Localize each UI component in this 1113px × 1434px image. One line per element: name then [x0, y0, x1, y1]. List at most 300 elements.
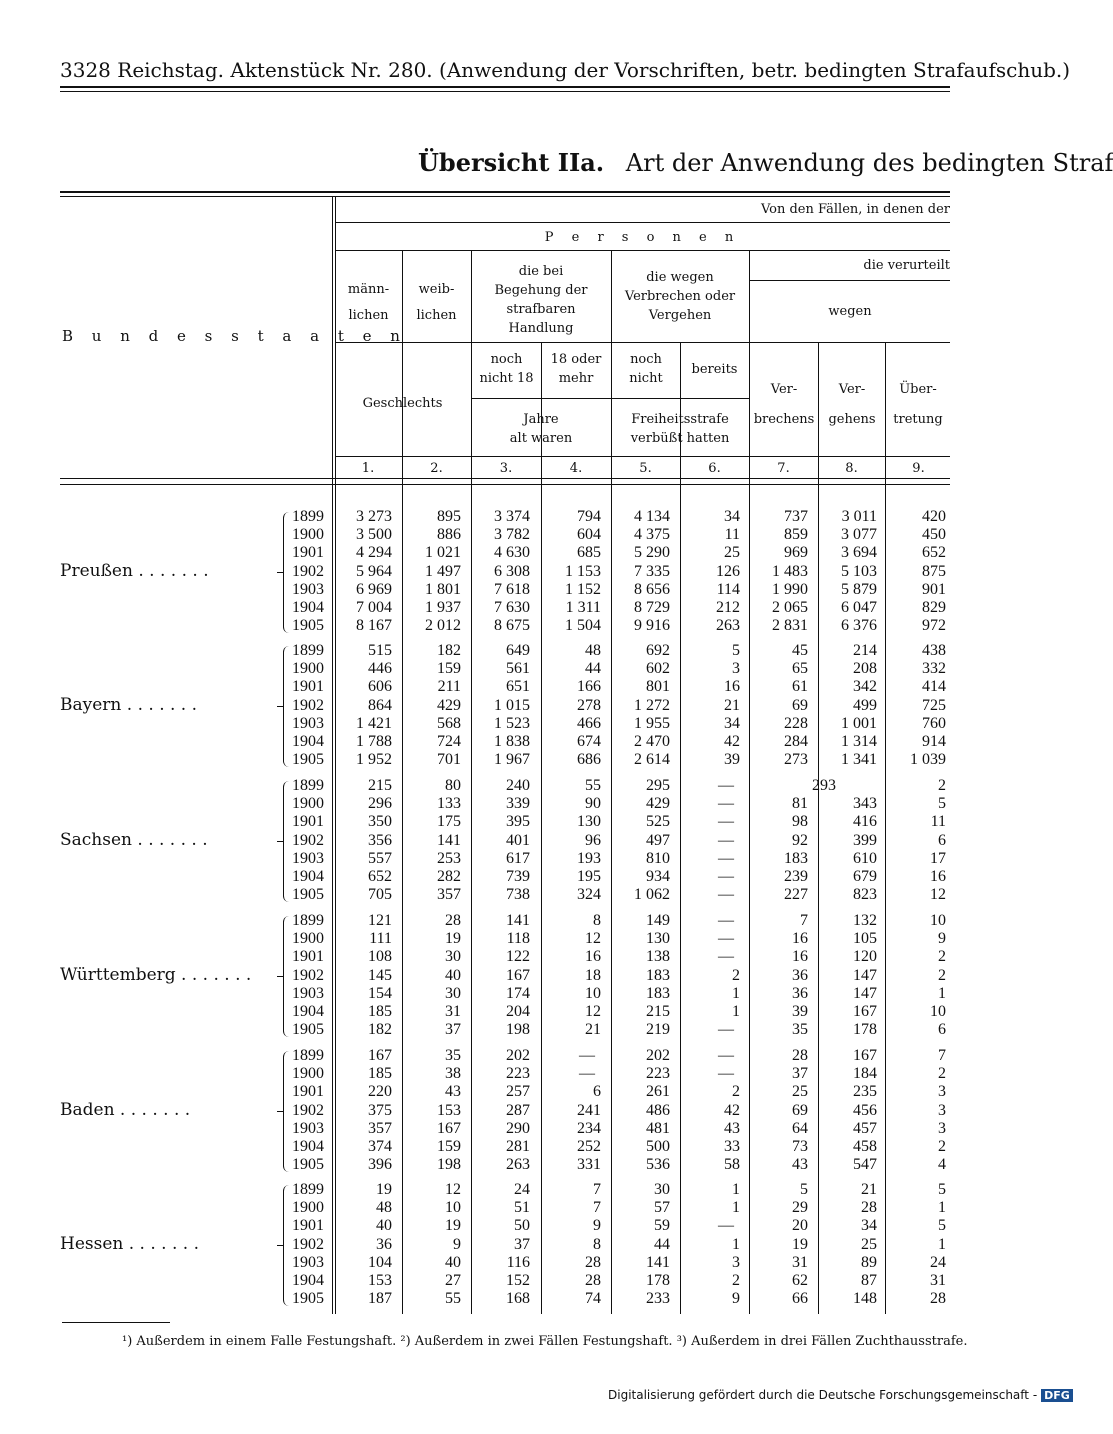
table-cell: 6 376: [841, 617, 877, 635]
table-cell: 1 314: [841, 733, 877, 750]
row-year: 1899: [292, 1047, 324, 1064]
table-cell: 3 782: [494, 526, 530, 544]
table-cell: 5 290: [634, 544, 670, 562]
table-cell: 290: [506, 1119, 530, 1137]
table-cell: 48: [376, 1199, 392, 1217]
table-cell: 141: [437, 831, 461, 849]
state-name: Bayern . . . . . . .: [60, 694, 198, 715]
table-cell: 133: [437, 795, 461, 813]
table-cell: 30: [445, 948, 461, 966]
header-wegen-verbrechen: die wegen Verbrechen oder Vergehen: [624, 270, 736, 323]
table-cell: 130: [577, 813, 601, 831]
table-cell: 6: [938, 1021, 946, 1039]
row-year: 1903: [292, 714, 324, 732]
table-cell: 16: [792, 930, 808, 948]
grid-hline: [749, 280, 950, 281]
table-cell: 5: [732, 642, 740, 659]
table-cell: 8 729: [634, 599, 670, 616]
table-cell: 18: [585, 966, 601, 984]
table-cell: 416: [853, 813, 877, 831]
table-cell: 33: [724, 1138, 740, 1155]
table-cell: 1 062: [634, 886, 670, 904]
table-cell: 148: [853, 1290, 877, 1308]
table-cell: 241: [577, 1101, 601, 1119]
table-cell: 652: [368, 868, 392, 885]
column-number: 2.: [430, 461, 443, 476]
table-cell: 153: [437, 1101, 461, 1119]
row-year: 1902: [292, 1101, 324, 1119]
row-year: 1901: [292, 1083, 324, 1101]
table-cell: 1 838: [494, 733, 530, 750]
row-year: 1903: [292, 1119, 324, 1137]
table-cell: 9: [732, 1290, 740, 1308]
table-cell: 705: [368, 886, 392, 904]
table-cell: —: [718, 795, 734, 813]
row-group-brace: [283, 646, 291, 767]
table-cell: 73: [792, 1138, 808, 1155]
table-cell: 126: [716, 562, 740, 580]
table-cell: 168: [506, 1290, 530, 1308]
table-cell: 147: [853, 966, 877, 984]
row-year: 1904: [292, 1138, 324, 1155]
table-cell: 138: [646, 948, 670, 966]
state-name: Sachsen . . . . . . .: [60, 829, 208, 850]
table-cell: 92: [792, 831, 808, 849]
table-cell: 895: [437, 508, 461, 525]
table-cell: 219: [646, 1021, 670, 1039]
table-cell: 497: [646, 831, 670, 849]
row-year: 1904: [292, 868, 324, 885]
table-cell: 278: [577, 696, 601, 714]
table-cell: 28: [930, 1290, 946, 1308]
row-year: 1902: [292, 966, 324, 984]
table-cell: 44: [585, 660, 601, 678]
table-cell: 557: [368, 849, 392, 867]
table-cell: 1 272: [634, 696, 670, 714]
table-cell: 324: [577, 886, 601, 904]
table-cell: 6 047: [841, 599, 877, 616]
table-cell: 21: [861, 1181, 877, 1198]
table-cell: 66: [792, 1290, 808, 1308]
table-cell: 685: [577, 544, 601, 562]
table-cell: 261: [646, 1083, 670, 1101]
table-cell: 5: [938, 1217, 946, 1235]
table-cell: 198: [506, 1021, 530, 1039]
table-cell: 29: [792, 1199, 808, 1217]
table-cell: 2: [938, 966, 946, 984]
header-bundesstaaten: B u n d e s s t a a t e n: [62, 327, 407, 345]
table-cell: 10: [585, 984, 601, 1002]
table-cell: 234: [577, 1119, 601, 1137]
table-cell: 1: [732, 1235, 740, 1253]
row-year: 1904: [292, 1003, 324, 1020]
table-cell: 74: [585, 1290, 601, 1308]
row-year: 1904: [292, 599, 324, 616]
row-group-brace: [283, 781, 291, 902]
table-cell: 810: [646, 849, 670, 867]
row-year: 1899: [292, 912, 324, 929]
table-cell: 108: [368, 948, 392, 966]
table-cell: 1 955: [634, 714, 670, 732]
table-cell: 4 134: [634, 508, 670, 525]
row-year: 1902: [292, 1235, 324, 1253]
table-cell: 466: [577, 714, 601, 732]
table-cell: 214: [853, 642, 877, 659]
table-cell: 7 630: [494, 599, 530, 616]
table-cell: 37: [514, 1235, 530, 1253]
row-year: 1899: [292, 642, 324, 659]
table-cell: 19: [445, 1217, 461, 1235]
table-cell: 212: [716, 599, 740, 616]
table-cell: 7: [593, 1181, 601, 1198]
column-number: 3.: [499, 461, 513, 476]
table-cell: 1 937: [425, 599, 461, 616]
table-cell: 10: [930, 912, 946, 929]
table-cell: 167: [437, 1119, 461, 1137]
table-cell: —: [579, 1047, 595, 1064]
table-cell: 1: [732, 1199, 740, 1217]
table-cell: 122: [506, 948, 530, 966]
table-cell: 1 952: [356, 751, 392, 769]
header-wegen: wegen: [828, 304, 872, 319]
table-cell: 9: [593, 1217, 601, 1235]
table-cell: 356: [368, 831, 392, 849]
table-cell: 1: [732, 1003, 740, 1020]
table-cell: 30: [654, 1181, 670, 1198]
grid-vline: [335, 196, 336, 1314]
table-cell: 25: [861, 1235, 877, 1253]
table-cell: 738: [506, 886, 530, 904]
table-cell: 1: [938, 1235, 946, 1253]
row-year: 1901: [292, 813, 324, 831]
table-cell: 263: [506, 1156, 530, 1174]
row-year: 1905: [292, 1156, 324, 1174]
table-cell: 174: [506, 984, 530, 1002]
table-cell: 1 788: [356, 733, 392, 750]
table-cell: 159: [437, 660, 461, 678]
table-cell: 11: [724, 526, 740, 544]
row-year: 1902: [292, 562, 324, 580]
grid-vline: [680, 342, 681, 1314]
table-cell: 7: [938, 1047, 946, 1064]
table-cell: 31: [792, 1253, 808, 1271]
table-cell: —: [718, 1217, 734, 1235]
table-cell: 240: [506, 777, 530, 794]
table-cell: 141: [646, 1253, 670, 1271]
table-cell: 331: [577, 1156, 601, 1174]
row-year: 1905: [292, 751, 324, 769]
table-cell: 295: [646, 777, 670, 794]
table-cell: 350: [368, 813, 392, 831]
table-cell: 25: [792, 1083, 808, 1101]
table-cell: 1 967: [494, 751, 530, 769]
table-cell: 202: [506, 1047, 530, 1064]
table-cell: 55: [585, 777, 601, 794]
grid-vline: [332, 196, 333, 1314]
table-cell: 223: [506, 1065, 530, 1083]
table-cell: 1: [938, 984, 946, 1002]
table-cell: 16: [930, 868, 946, 885]
table-cell: 4 294: [356, 544, 392, 562]
table-cell: 19: [376, 1181, 392, 1198]
table-cell: 701: [437, 751, 461, 769]
table-header-bottom-rule: [60, 478, 950, 479]
table-cell: 7: [800, 912, 808, 929]
table-cell: 2: [938, 948, 946, 966]
row-year: 1901: [292, 948, 324, 966]
table-cell: 606: [368, 678, 392, 696]
table-cell: 235: [853, 1083, 877, 1101]
table-cell: 28: [792, 1047, 808, 1064]
table-cell: 3: [938, 1119, 946, 1137]
table-cell: 1 152: [565, 580, 601, 598]
header-maennlichen: männ- lichen: [347, 282, 390, 323]
row-year: 1901: [292, 1217, 324, 1235]
table-cell: 253: [437, 849, 461, 867]
table-cell: 6: [938, 831, 946, 849]
table-cell: 6 969: [356, 580, 392, 598]
table-cell: 3: [938, 1083, 946, 1101]
table-cell: 6: [593, 1083, 601, 1101]
table-cell: 969: [784, 544, 808, 562]
table-cell: 395: [506, 813, 530, 831]
table-cell: 1 341: [841, 751, 877, 769]
table-cell: 220: [368, 1083, 392, 1101]
table-cell: 58: [724, 1156, 740, 1174]
table-cell: 5 879: [841, 580, 877, 598]
table-cell: 167: [368, 1047, 392, 1064]
table-cell: 27: [445, 1272, 461, 1289]
table-cell: 886: [437, 526, 461, 544]
row-year: 1904: [292, 733, 324, 750]
table-cell: 7 004: [356, 599, 392, 616]
table-cell: 2: [732, 1083, 740, 1101]
table-cell: 1 153: [565, 562, 601, 580]
table-cell: 1 311: [565, 599, 601, 616]
table-cell: 972: [922, 617, 946, 635]
table-cell: 105: [853, 930, 877, 948]
row-year: 1903: [292, 984, 324, 1002]
table-cell: 481: [646, 1119, 670, 1137]
row-year: 1903: [292, 580, 324, 598]
row-year: 1899: [292, 508, 324, 525]
table-cell: —: [718, 930, 734, 948]
table-cell: 450: [922, 526, 946, 544]
table-cell: 610: [853, 849, 877, 867]
row-year: 1905: [292, 1290, 324, 1308]
table-cell: 401: [506, 831, 530, 849]
table-cell: 934: [646, 868, 670, 885]
table-cell: 12: [585, 930, 601, 948]
table-cell: 19: [445, 930, 461, 948]
header-freiheitsstrafe: Freiheitsstrafe verbüßt hatten: [630, 412, 730, 446]
table-cell: 357: [437, 886, 461, 904]
table-cell: 3: [732, 660, 740, 678]
table-cell: 568: [437, 714, 461, 732]
state-name: Württemberg . . . . . . .: [60, 964, 252, 985]
table-cell: 208: [853, 660, 877, 678]
table-cell: 184: [853, 1065, 877, 1083]
table-cell: —: [718, 831, 734, 849]
grid-hline: [335, 250, 950, 251]
table-cell: 69: [792, 1101, 808, 1119]
row-year: 1899: [292, 1181, 324, 1198]
row-year: 1905: [292, 617, 324, 635]
table-cell: 239: [784, 868, 808, 885]
table-cell: 3 500: [356, 526, 392, 544]
table-cell: 8: [593, 912, 601, 929]
table-cell: 5 964: [356, 562, 392, 580]
table-cell: 3 694: [841, 544, 877, 562]
table-cell: 204: [506, 1003, 530, 1020]
header-geschlechts: Geschlechts: [362, 396, 443, 411]
table-cell: 263: [716, 617, 740, 635]
row-year: 1905: [292, 886, 324, 904]
table-cell: 399: [853, 831, 877, 849]
table-cell: 651: [506, 678, 530, 696]
table-cell: 1 421: [356, 714, 392, 732]
footnote-rule: [62, 1322, 170, 1323]
table-cell: 457: [853, 1119, 877, 1137]
table-cell: 8 656: [634, 580, 670, 598]
table-title: [418, 148, 1113, 177]
table-cell: 50: [514, 1217, 530, 1235]
row-year: 1905: [292, 1021, 324, 1039]
table-cell: 914: [922, 733, 946, 750]
table-cell: 500: [646, 1138, 670, 1155]
table-cell: 43: [792, 1156, 808, 1174]
header-noch-nicht-18: noch nicht 18: [479, 352, 534, 386]
table-cell: 4 375: [634, 526, 670, 544]
table-cell: 1 504: [565, 617, 601, 635]
row-group-brace-tip: [277, 1111, 284, 1112]
table-cell: 2: [732, 966, 740, 984]
table-cell: 3 077: [841, 526, 877, 544]
table-cell: 829: [922, 599, 946, 616]
table-cell: 5: [938, 1181, 946, 1198]
table-cell: 114: [716, 580, 740, 598]
table-cell: 182: [437, 642, 461, 659]
table-cell: 90: [585, 795, 601, 813]
table-cell: 864: [368, 696, 392, 714]
table-cell: 2: [938, 1138, 946, 1155]
table-top-rule: [60, 191, 950, 193]
table-cell: 1: [938, 1199, 946, 1217]
table-title-rest: Art der Anwendung des bedingten Straf: [625, 149, 1113, 177]
header-18-oder-mehr: 18 oder mehr: [550, 352, 602, 386]
table-cell: 5: [800, 1181, 808, 1198]
table-cell: 456: [853, 1101, 877, 1119]
table-cell: 12: [585, 1003, 601, 1020]
column-number: 5.: [639, 461, 652, 476]
table-cell: 287: [506, 1101, 530, 1119]
table-cell: —: [718, 948, 734, 966]
table-cell: 604: [577, 526, 601, 544]
table-cell: 65: [792, 660, 808, 678]
table-cell: 1 015: [494, 696, 530, 714]
table-cell: 64: [792, 1119, 808, 1137]
table-cell: 1 039: [910, 751, 946, 769]
table-cell: —: [718, 813, 734, 831]
table-cell: 3 273: [356, 508, 392, 525]
table-cell: 24: [514, 1181, 530, 1198]
table-cell: 120: [853, 948, 877, 966]
table-cell: 25: [724, 544, 740, 562]
table-top-rule-thin: [60, 196, 950, 197]
row-group-brace: [283, 1051, 291, 1172]
column-number: 4.: [569, 461, 583, 476]
table-cell: 154: [368, 984, 392, 1002]
table-cell: 141: [506, 912, 530, 929]
table-cell: —: [718, 912, 734, 929]
table-cell: 42: [724, 733, 740, 750]
row-year: 1904: [292, 1272, 324, 1289]
table-cell: —: [718, 849, 734, 867]
table-cell: 375: [368, 1101, 392, 1119]
table-cell: 725: [922, 696, 946, 714]
table-cell: 183: [646, 966, 670, 984]
table-cell: 686: [577, 751, 601, 769]
table-cell: 130: [646, 930, 670, 948]
table-cell: 3: [732, 1253, 740, 1271]
table-cell: 149: [646, 912, 670, 929]
table-cell: 12: [445, 1181, 461, 1198]
table-cell: 57: [654, 1199, 670, 1217]
table-cell: 24: [930, 1253, 946, 1271]
table-cell: 48: [585, 642, 601, 659]
table-cell: 2: [938, 1065, 946, 1083]
table-cell: 414: [922, 678, 946, 696]
table-cell: 116: [506, 1253, 530, 1271]
table-cell: 6 308: [494, 562, 530, 580]
table-cell: 35: [445, 1047, 461, 1064]
table-cell: 223: [646, 1065, 670, 1083]
table-cell: 185: [368, 1003, 392, 1020]
table-header-bottom-rule-thin: [60, 484, 950, 485]
table-cell: 11: [930, 813, 946, 831]
header-rule: [60, 86, 950, 88]
table-cell: 39: [792, 1003, 808, 1020]
row-group-brace-tip: [277, 572, 284, 573]
table-cell: 215: [368, 777, 392, 794]
table-cell: 3 374: [494, 508, 530, 525]
table-cell: 901: [922, 580, 946, 598]
table-cell: 98: [792, 813, 808, 831]
table-cell: 2 065: [772, 599, 808, 616]
table-cell: 28: [585, 1253, 601, 1271]
table-cell: 37: [445, 1021, 461, 1039]
table-cell: 16: [724, 678, 740, 696]
row-year: 1900: [292, 795, 324, 813]
table-cell: 724: [437, 733, 461, 750]
table-cell: 89: [861, 1253, 877, 1271]
table-cell: 166: [577, 678, 601, 696]
header-uebertretung: Über- tretung: [893, 382, 943, 427]
row-year: 1900: [292, 526, 324, 544]
column-number: 8.: [845, 461, 858, 476]
table-cell: 81: [792, 795, 808, 813]
table-cell: 1 990: [772, 580, 808, 598]
table-cell: 96: [585, 831, 601, 849]
table-cell: —: [718, 1047, 734, 1064]
table-cell: 515: [368, 642, 392, 659]
table-cell: 674: [577, 733, 601, 750]
table-cell: 159: [437, 1138, 461, 1155]
table-cell: 8 675: [494, 617, 530, 635]
header-weiblichen: weib- lichen: [416, 282, 457, 323]
header-verbrechens: Ver- brechens: [753, 382, 815, 427]
table-cell: 760: [922, 714, 946, 732]
